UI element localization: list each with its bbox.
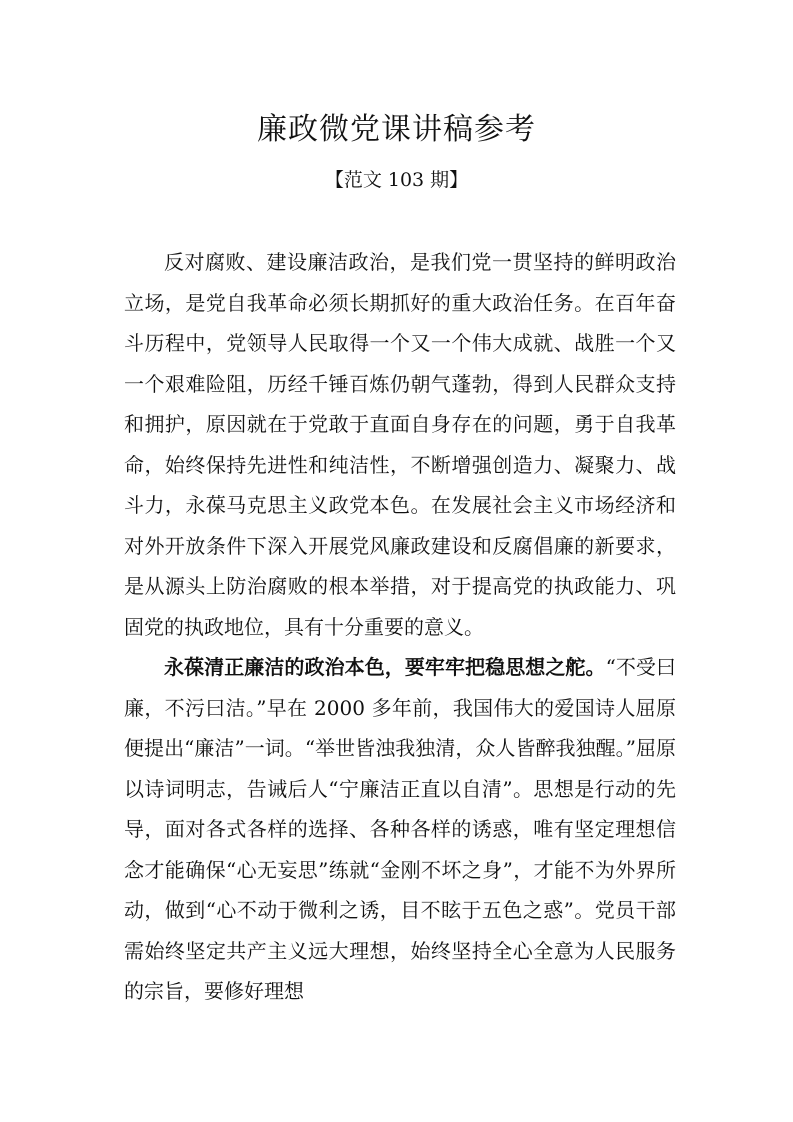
paragraph-text: “不受曰廉，不污曰洁。”早在 2000 多年前，我国伟大的爱国诗人屈原便提出“廉洁”一词。“举世皆浊我独清，众人皆醉我独醒。”屈原以诗词明志，告诫后人“宁廉洁正直以自清”。思想是行动的先导，面对各式各样的选择、各种各样的诱惑，唯有坚定理想信念才能确保“心无妄思”练就“金刚不坏之身”，才能不为外界所动，做到“心不动于微利之诱，目不眩于五色之惑”。党员干部需始终坚定共产主义远大理想，始终坚持全心全意为人民服务的宗旨，要修好理想	[124, 655, 676, 1003]
section-heading: 永葆清正廉洁的政治本色，要牢牢把稳思想之舵。	[164, 655, 606, 679]
paragraph-section-1	[124, 647, 676, 1012]
issue-subtitle: 【范文 103 期】	[324, 169, 469, 191]
document-body	[124, 242, 676, 1012]
paragraph-intro	[124, 242, 676, 647]
page-title: 廉政微党课讲稿参考	[257, 112, 536, 147]
paragraph-text: 反对腐败、建设廉洁政治，是我们党一贯坚持的鲜明政治立场，是党自我革命必须长期抓好的重大政治任务。在百年奋斗历程中，党领导人民取得一个又一个伟大成就、战胜一个又一个艰难险阻，历经千锤百炼仍朝气蓬勃，得到人民群众支持和拥护，原因就在于党敢于直面自身存在的问题，勇于自我革命，始终保持先进性和纯洁性，不断增强创造力、凝聚力、战斗力，永葆马克思主义政党本色。在发展社会主义市场经济和对外开放条件下深入开展党风廉政建设和反腐倡廉的新要求，是从源头上防治腐败的根本举措，对于提高党的执政能力、巩固党的执政地位，具有十分重要的意义。	[124, 250, 676, 639]
